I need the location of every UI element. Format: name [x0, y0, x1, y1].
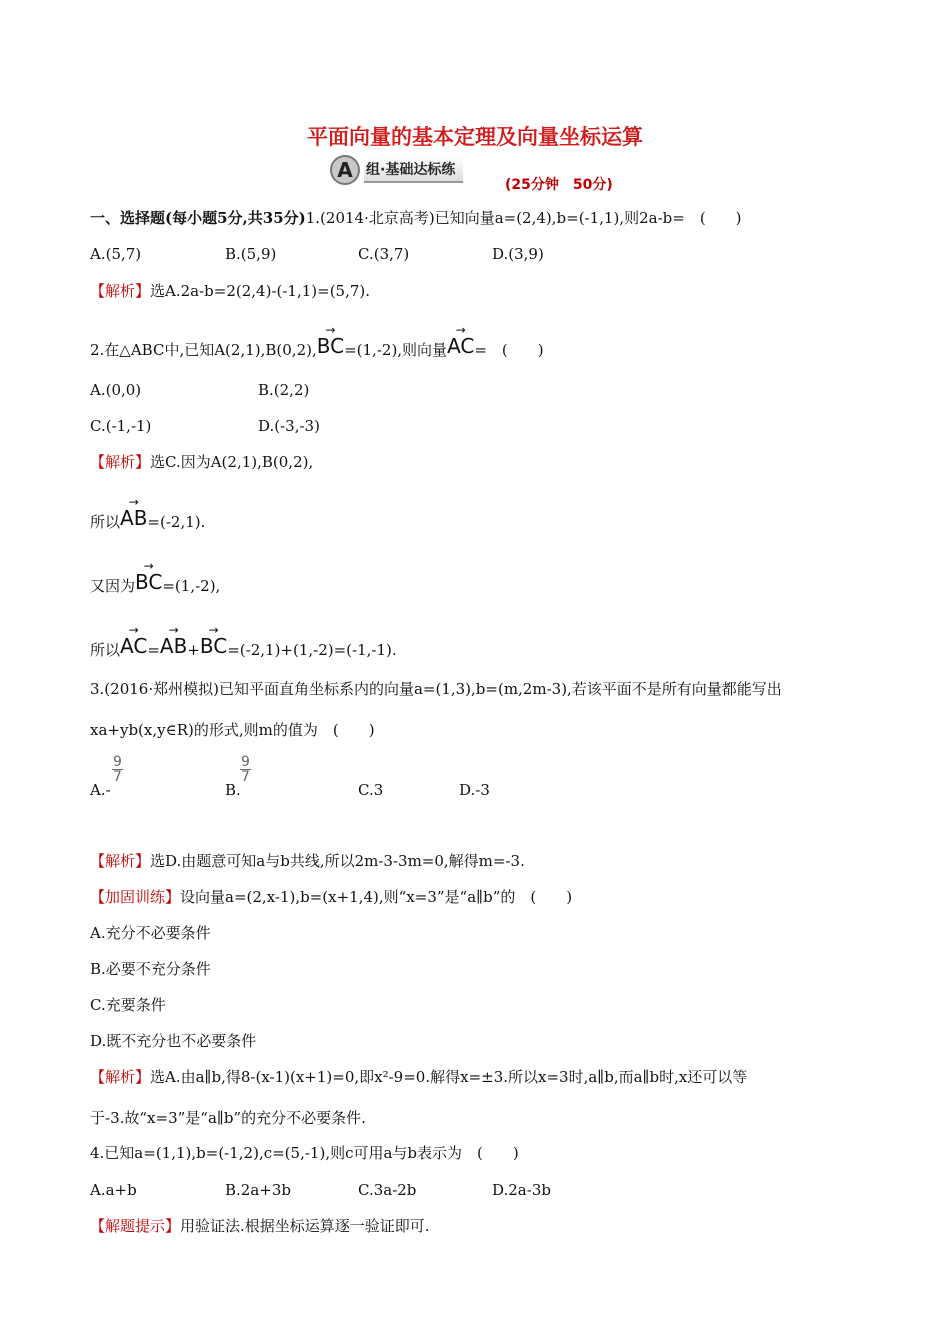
analysis-text: 选D.由题意可知a与b共线,所以2m-3-3m=0,解得m=-3.	[150, 852, 525, 870]
q2-stem-pre: 2.在△ABC中,已知A(2,1),B(0,2),	[90, 341, 317, 359]
q3-option-a-fraction: $\frac{9}{7}$	[113, 754, 122, 785]
extra-stem: 【加固训练】设向量a=(2,x-1),b=(x+1,4),则“x=3”是“a∥b”的 ( )	[90, 888, 573, 906]
q2-option-a: A.(0,0)	[90, 381, 142, 399]
q1-stem: 1.(2014·北京高考)已知向量a=(2,4),b=(-1,1),则2a-b= ( )	[305, 209, 742, 227]
time-note: (25分钟 50分)	[505, 177, 613, 193]
badge-letter: A	[330, 155, 360, 185]
extra-analysis-line2: 于-3.故“x=3”是“a∥b”的充分不必要条件.	[90, 1109, 366, 1127]
q4-stem: 4.已知a=(1,1),b=(-1,2),c=(5,-1),则c可用a与b表示为 ( )	[90, 1144, 519, 1162]
q3-option-a-label: A.-	[90, 781, 111, 799]
vector-ab: → AB	[159, 623, 188, 658]
extra-option-a: A.充分不必要条件	[90, 924, 211, 942]
section-header: 一、选择题(每小题5分,共35分)	[90, 209, 306, 227]
q1-option-a: A.(5,7)	[90, 245, 142, 263]
q4-option-d: D.2a-3b	[492, 1181, 551, 1199]
q2-analysis	[90, 452, 313, 472]
group-badge	[330, 156, 463, 184]
q2-stem-mid: =(1,-2),则向量	[344, 341, 448, 359]
vector-ab: → AB	[120, 495, 148, 530]
extra-option-c: C.充要条件	[90, 996, 166, 1014]
q3-option-b-label: B.	[225, 781, 241, 799]
analysis-label: 【解析】	[90, 852, 151, 870]
q4-option-b: B.2a+3b	[225, 1181, 291, 1199]
q3-option-d: D.-3	[459, 781, 490, 799]
q2-step3: 所以 → AC= → AB+ → BC=(-2,1)+(1,-2)=(-1,-1).	[90, 623, 397, 659]
q1-option-b: B.(5,9)	[225, 245, 277, 263]
analysis-label: 【解析】	[90, 453, 151, 471]
extra-label: 【加固训练】	[90, 888, 181, 906]
vector-ac: → AC	[120, 623, 148, 658]
vector-ac: → AC	[447, 323, 475, 358]
q3-option-c: C.3	[358, 781, 384, 799]
q2-option-c: C.(-1,-1)	[90, 417, 152, 435]
q2-option-d: D.(-3,-3)	[258, 417, 320, 435]
q3-option-b-fraction: $\frac{9}{7}$	[241, 754, 250, 785]
extra-analysis-line1: 【解析】选A.由a∥b,得8-(x-1)(x+1)=0,即x²-9=0.解得x=±3.所以x=3时,a∥b,而a∥b时,x还可以等	[90, 1068, 748, 1086]
analysis-label: 【解析】	[90, 1068, 151, 1086]
extra-option-d: D.既不充分也不必要条件	[90, 1032, 257, 1050]
q1-option-c: C.(3,7)	[358, 245, 410, 263]
analysis-text: 选C.因为A(2,1),B(0,2),	[150, 453, 314, 471]
q1-option-d: D.(3,9)	[492, 245, 544, 263]
q4-hint: 【解题提示】用验证法.根据坐标运算逐一验证即可.	[90, 1217, 430, 1235]
q4-option-a: A.a+b	[90, 1181, 137, 1199]
analysis-label: 【解析】	[90, 282, 151, 300]
badge-text: 组·基础达标练	[364, 157, 463, 183]
q4-option-c: C.3a-2b	[358, 1181, 417, 1199]
q3-stem-line1: 3.(2016·郑州模拟)已知平面直角坐标系内的向量a=(1,3),b=(m,2m-3),若该平面不是所有向量都能写出	[90, 680, 782, 698]
hint-label: 【解题提示】	[90, 1217, 181, 1235]
q3-analysis	[90, 851, 525, 871]
q2-stem	[90, 323, 544, 360]
q1-line	[90, 208, 742, 228]
analysis-text: 选A.2a-b=2(2,4)-(-1,1)=(5,7).	[150, 282, 371, 300]
vector-bc: → BC	[135, 559, 163, 594]
vector-bc: → BC	[199, 623, 228, 658]
page-title: 平面向量的基本定理及向量坐标运算	[307, 125, 643, 149]
q2-step1: 所以 → AB=(-2,1).	[90, 495, 206, 531]
q2-stem-post: = ( )	[474, 341, 544, 359]
q2-step2: 又因为 → BC=(1,-2),	[90, 559, 221, 595]
q1-analysis	[90, 281, 370, 301]
vector-bc: → BC	[316, 323, 345, 358]
q2-option-b: B.(2,2)	[258, 381, 310, 399]
extra-option-b: B.必要不充分条件	[90, 960, 211, 978]
q3-stem-line2: xa+yb(x,y∈R)的形式,则m的值为 ( )	[90, 721, 375, 739]
